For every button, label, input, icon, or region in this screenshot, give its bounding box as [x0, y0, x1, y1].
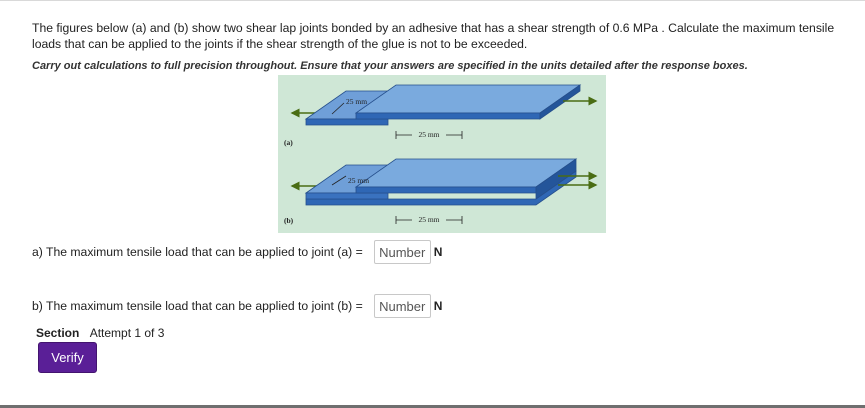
- lap-joint-diagram: [278, 75, 606, 233]
- overlap-label-b: 25 mm: [418, 215, 440, 224]
- plate-left-side-b: [306, 193, 388, 199]
- verify-button[interactable]: Verify: [38, 342, 97, 373]
- question-instruction: Carry out calculations to full precision throughout. Ensure that your answers are specified in the units detailed after the response boxes.: [32, 60, 748, 72]
- part-b-unit: N: [433, 299, 443, 313]
- attempt-counter: Attempt 1 of 3: [89, 326, 165, 340]
- width-label-a: 25 mm: [346, 97, 368, 106]
- figure-label-a: (a): [284, 138, 293, 147]
- part-a-label: a) The maximum tensile load that can be applied to joint (a) =: [32, 245, 363, 259]
- section-label: Section: [36, 326, 80, 340]
- part-a-answer-input[interactable]: [374, 240, 431, 264]
- joint-a-diagram: [284, 85, 596, 147]
- lap-joint-figure: [278, 75, 606, 233]
- part-a-unit: N: [433, 245, 443, 259]
- width-label-b: 25 mm: [348, 176, 370, 185]
- part-a-row: [32, 239, 442, 265]
- section-status: [36, 326, 164, 340]
- question-intro: The figures below (a) and (b) show two shear lap joints bonded by an adhesive that has a shear strength of 0.6 MPa . Calculate the maximum tensile loads that can be applied to the joints if the shear strength of the glue is not to be exceeded.: [32, 21, 835, 51]
- joint-b-diagram: [284, 159, 596, 225]
- top-border: [0, 0, 865, 1]
- part-b-label: b) The maximum tensile load that can be applied to joint (b) =: [32, 299, 363, 313]
- plate-right-side-a: [356, 113, 540, 119]
- part-b-answer-input[interactable]: [374, 294, 431, 318]
- overlap-label-a: 25 mm: [418, 130, 440, 139]
- figure-label-b: (b): [284, 216, 294, 225]
- part-b-row: [32, 293, 442, 319]
- plate-right-side-b: [356, 187, 536, 193]
- plate-left-side-a: [306, 119, 388, 125]
